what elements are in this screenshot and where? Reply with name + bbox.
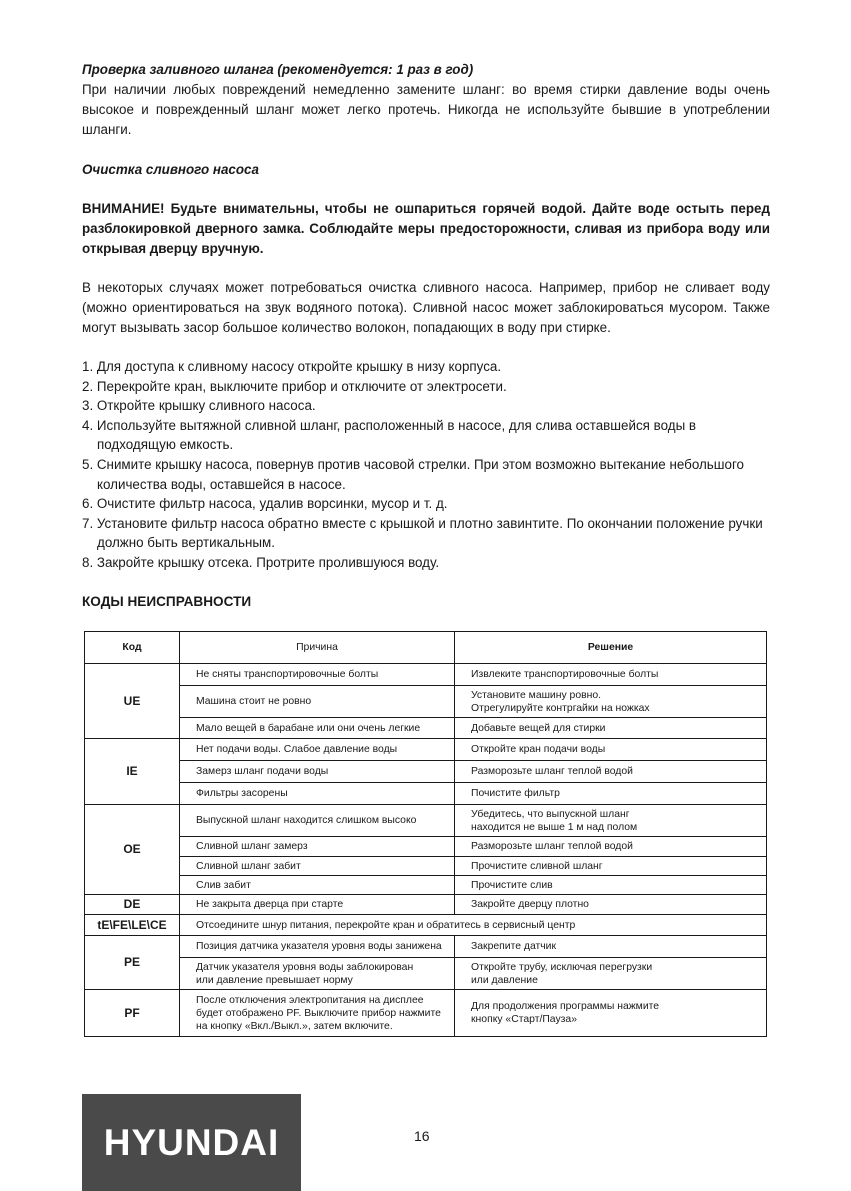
solution-cell: Убедитесь, что выпускной шланг находится не выше 1 м над полом [455,805,767,837]
warning-text: ВНИМАНИЕ! Будьте внимательны, чтобы не ошпариться горячей водой. Дайте воде остыть перед разблокировкой дверного замка. Соблюдайте меры предосторожности, сливая из прибора воду или открывая дверцу вручную. [82,201,770,256]
cause-cell: Фильтры засорены [180,783,455,805]
code-cell: IE [85,739,180,805]
step-item: 7. Установите фильтр насоса обратно вместе с крышкой и плотно завинтите. По окончании положение ручки должно быть вертикальным. [82,515,763,551]
pump-cleaning-intro: В некоторых случаях может потребоваться очистка сливного насоса. Например, прибор не сливает воду (можно ориентироваться на звук водяного потока). Сливной насос может заблокироваться мусором. Также могут вызывать засор большое количество волокон, попадающих в воду при стирке. [82,280,770,335]
table-row [85,761,767,783]
solution-cell: Извлеките транспортировочные болты [455,664,767,686]
header-code: Код [85,632,180,664]
brand-logo-text: HYUNDAI [103,1121,280,1163]
code-cell: PE [85,936,180,990]
cause-cell: Позиция датчика указателя уровня воды занижена [180,936,455,958]
code-cell: OE [85,805,180,895]
table-row [85,876,767,895]
page-number: 16 [414,1128,430,1144]
table-row [85,895,767,915]
pump-cleaning-title: Очистка сливного насоса [82,162,259,177]
cause-cell: После отключения электропитания на дисплее будет отображено PF. Выключите прибор нажмите на кнопку «Вкл./Выкл.», затем включите. [180,990,455,1037]
error-codes-title: КОДЫ НЕИСПРАВНОСТИ [82,593,252,609]
cause-cell: Слив забит [180,876,455,895]
cause-cell: Выпускной шланг находится слишком высоко [180,805,455,837]
table-header-row [85,632,767,664]
table-row [85,990,767,1037]
cause-cell: Датчик указателя уровня воды заблокирован или давление превышает норму [180,958,455,990]
code-cell: UE [85,664,180,739]
step-item: 5. Снимите крышку насоса, повернув против часовой стрелки. При этом возможно вытекание небольшого количества воды, оставшейся в насосе. [82,456,744,492]
table-row [85,837,767,857]
table-row [85,739,767,761]
table-row [85,783,767,805]
step-item: 8. Закройте крышку отсека. Протрите пролившуюся воду. [82,554,440,570]
solution-cell: Разморозьте шланг теплой водой [455,837,767,857]
solution-cell: Прочистите сливной шланг [455,857,767,876]
step-item: 2. Перекройте кран, выключите прибор и отключите от электросети. [82,378,507,394]
solution-cell: Прочистите слив [455,876,767,895]
solution-cell: Для продолжения программы нажмите кнопку «Старт/Пауза» [455,990,767,1037]
cause-cell: Машина стоит не ровно [180,686,455,718]
table-row [85,686,767,718]
cause-cell: Не сняты транспортировочные болты [180,664,455,686]
solution-cell: Добавьте вещей для стирки [455,718,767,739]
cause-cell: Мало вещей в барабане или они очень легкие [180,718,455,739]
code-cell: DE [85,895,180,915]
table-row [85,664,767,686]
code-cell: PF [85,990,180,1037]
solution-cell: Закройте дверцу плотно [455,895,767,915]
cause-cell: Нет подачи воды. Слабое давление воды [180,739,455,761]
step-item: 6. Очистите фильтр насоса, удалив ворсинки, мусор и т. д. [82,496,448,512]
cleaning-steps-list [82,357,770,573]
hose-check-text: При наличии любых повреждений немедленно замените шланг: во время стирки давление воды очень высокое и поврежденный шланг может легко протечь. Никогда не используйте бывшие в употреблении шланги. [82,82,770,137]
solution-cell: Закрепите датчик [455,936,767,958]
code-cell: tE\FE\LE\CE [85,915,180,936]
cause-cell: Сливной шланг замерз [180,837,455,857]
cause-cell: Замерз шланг подачи воды [180,761,455,783]
table-row [85,857,767,876]
solution-cell: Установите машину ровно. Отрегулируйте контргайки на ножках [455,686,767,718]
table-row [85,805,767,837]
table-row [85,958,767,990]
solution-cell: Откройте трубу, исключая перегрузки или давление [455,958,767,990]
table-row [85,718,767,739]
header-cause: Причина [180,632,455,664]
hose-check-title: Проверка заливного шланга (рекомендуется: 1 раз в год) [82,62,474,77]
merged-cell: Отсоедините шнур питания, перекройте кран и обратитесь в сервисный центр [180,915,767,936]
header-solution: Решение [455,632,767,664]
brand-logo [82,1094,301,1191]
solution-cell: Откройте кран подачи воды [455,739,767,761]
step-item: 1. Для доступа к сливному насосу откройте крышку в низу корпуса. [82,359,502,374]
page-content [82,60,770,612]
table-row [85,915,767,936]
cause-cell: Не закрыта дверца при старте [180,895,455,915]
solution-cell: Почистите фильтр [455,783,767,805]
step-item: 4. Используйте вытяжной сливной шланг, расположенный в насосе, для слива оставшейся воды в подходящую емкость. [82,417,697,453]
cause-cell: Сливной шланг забит [180,857,455,876]
solution-cell: Разморозьте шланг теплой водой [455,761,767,783]
error-codes-table [84,631,767,1037]
step-item: 3. Откройте крышку сливного насоса. [82,398,316,414]
table-row [85,936,767,958]
